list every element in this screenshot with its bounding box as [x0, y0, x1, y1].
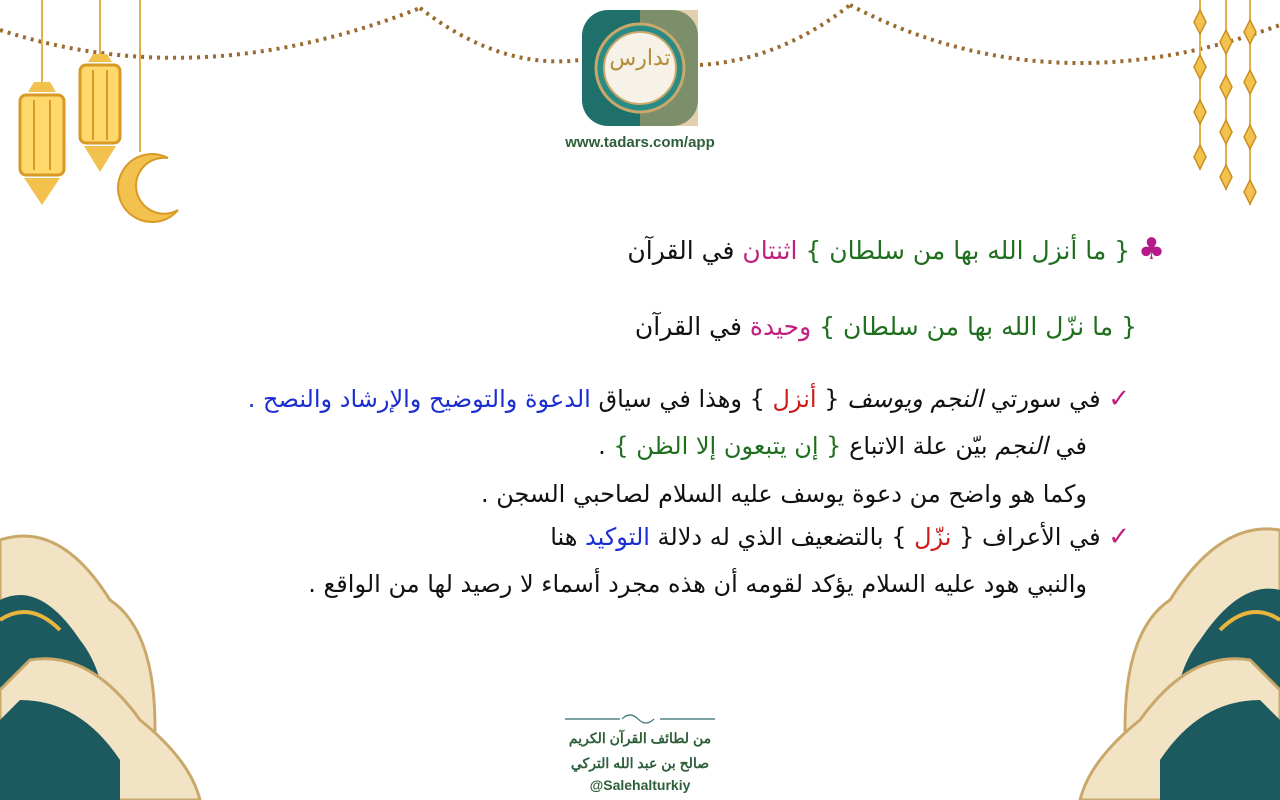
verse-quote: { إن يتبعون إلا الظن }	[613, 432, 842, 460]
hanging-ornaments-icon	[1194, 0, 1256, 205]
text-segment: في سورتي	[983, 385, 1101, 413]
surah-names: النجم ويوسف	[847, 385, 984, 413]
logo-text: تدارس	[609, 46, 671, 71]
crescent-moon-icon	[118, 0, 178, 222]
floral-ornament-right-icon	[1080, 529, 1280, 800]
keyword-nazzal: نزّل	[914, 523, 952, 551]
occurrence-count: وحيدة	[749, 312, 812, 341]
bracket-close: }	[819, 312, 836, 341]
footer-author: صالح بن عبد الله التركي	[570, 755, 710, 771]
text-segment: في الأعراف {	[951, 523, 1101, 551]
text-segment: {	[816, 385, 848, 413]
bracket-open: {	[1121, 312, 1137, 341]
lantern-icon	[80, 0, 120, 172]
suffix-text: في القرآن	[627, 236, 735, 265]
keyword-anzal: أنزل	[772, 385, 817, 413]
text-segment: .	[598, 432, 614, 460]
garland-left-icon	[0, 8, 580, 61]
check-icon: ✓	[1108, 522, 1130, 552]
point-2-line-b: والنبي هود عليه السلام يؤكد لقومه أن هذه مجرد أسماء لا رصيد لها من الواقع .	[308, 570, 1087, 598]
surah-name: النجم	[995, 432, 1048, 460]
bracket-open: {	[1114, 236, 1131, 265]
check-icon: ✓	[1108, 384, 1130, 414]
verse-phrase: ما نزّل الله بها من سلطان	[843, 312, 1114, 341]
point-2-line-a	[550, 522, 1130, 552]
floral-ornament-left-icon	[0, 536, 200, 800]
emphasis-highlight: التوكيد	[585, 523, 650, 551]
bracket-close: }	[805, 236, 822, 265]
occurrence-count: اثنتان	[742, 236, 798, 265]
heading-line-2	[635, 312, 1137, 341]
text-segment: } بالتضعيف الذي له دلالة	[649, 523, 915, 551]
verse-phrase: ما أنزل الله بها من سلطان	[829, 236, 1107, 265]
suffix-text: في القرآن	[634, 312, 742, 341]
point-1-line-b	[598, 432, 1087, 460]
lantern-icon	[20, 0, 64, 205]
context-highlight: الدعوة والتوضيح والإرشاد والنصح .	[247, 385, 591, 413]
text-segment: بيّن علة الاتباع	[841, 432, 996, 460]
text-segment: هنا	[550, 523, 586, 551]
text-segment: في	[1047, 432, 1087, 460]
footer-series: من لطائف القرآن الكريم	[568, 730, 712, 746]
heading-line-1	[627, 232, 1165, 267]
site-url[interactable]: www.tadars.com/app	[565, 134, 715, 151]
point-1-line-a	[248, 384, 1130, 414]
footer-handle[interactable]: @Salehalturkiy	[589, 777, 691, 793]
footer-divider-icon	[565, 715, 715, 723]
garland-right-icon	[700, 5, 1280, 65]
text-segment: } وهذا في سياق	[590, 385, 773, 413]
point-1-line-c: وكما هو واضح من دعوة يوسف عليه السلام لصاحبي السجن .	[480, 480, 1087, 508]
club-icon: ♣	[1138, 232, 1165, 267]
